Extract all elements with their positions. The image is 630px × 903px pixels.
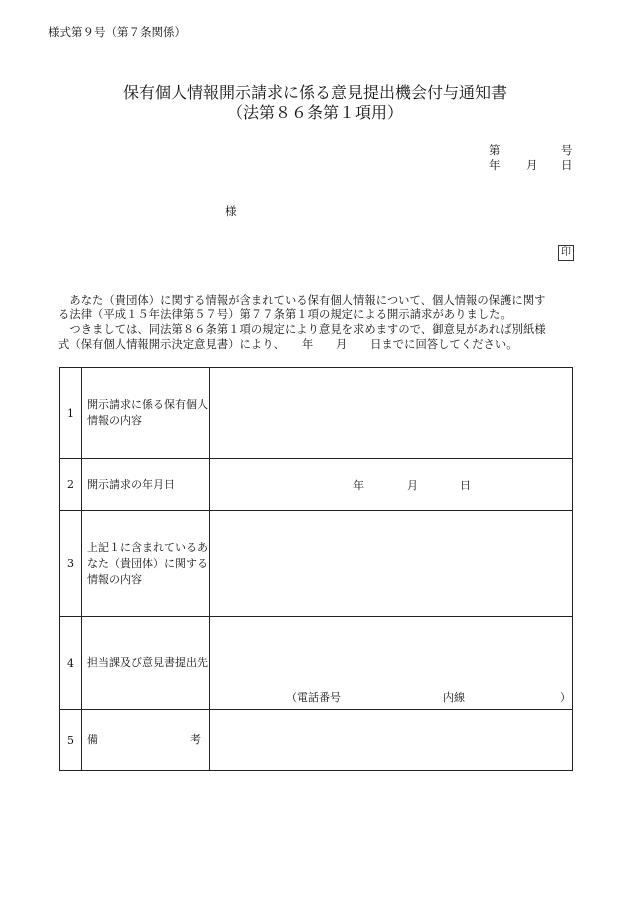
document-subtitle: （法第８６条第１項用）: [226, 103, 403, 122]
doc-number-suffix: 号: [561, 143, 573, 157]
remarks-label-right: 考: [190, 733, 201, 746]
row-number: 1: [60, 368, 82, 459]
body-text-line-4: 式（保有個人情報開示決定意見書）により、 年 月 日までに回答してください。: [58, 338, 518, 351]
doc-number-prefix: 第: [489, 143, 501, 157]
form-number: 様式第９号（第７条関係）: [48, 25, 186, 39]
row-label: 担当課及び意見書提出先: [82, 617, 210, 710]
table-row: [60, 368, 573, 459]
body-text-line-1: あなた（貴団体）に関する情報が含まれている保有個人情報について、個人情報の保護に関す: [58, 294, 546, 307]
row-number: 4: [60, 617, 82, 710]
request-date-day: 日: [460, 478, 471, 492]
date-day-label: 日: [561, 158, 573, 172]
body-text-line-2: る法律（平成１５年法律第５７号）第７７条第１項の規定による開示請求がありました。: [58, 308, 512, 321]
addressee-honorific: 様: [225, 204, 237, 218]
row-number: 2: [60, 459, 82, 511]
request-date-month: 月: [407, 478, 418, 492]
table-row: [60, 710, 573, 771]
row-label: 開示請求に係る保有個人情報の内容: [82, 368, 210, 459]
row-number: 3: [60, 511, 82, 617]
request-date-cell[interactable]: [210, 459, 573, 511]
remarks-label-left: 備: [87, 733, 98, 746]
request-date-year: 年: [353, 478, 364, 492]
remarks-cell[interactable]: [210, 710, 573, 771]
row-value-cell[interactable]: [210, 511, 573, 617]
row-label: 上記１に含まれているあなた（貴団体）に関する情報の内容: [82, 511, 210, 617]
table-row: [60, 459, 573, 511]
row-number: 5: [60, 710, 82, 771]
row-value-cell[interactable]: [210, 368, 573, 459]
row-label: [82, 710, 210, 771]
extension-label: 内線: [443, 691, 465, 704]
seal-icon: 印: [558, 245, 574, 261]
date-year-label: 年: [489, 158, 501, 172]
table-row: [60, 511, 573, 617]
phone-number-label: （電話番号: [286, 691, 341, 704]
body-text-line-3: つきましては、同法第８６条第１項の規定により意見を求めますので、御意見があれば別紙様: [58, 323, 546, 336]
table-row: [60, 617, 573, 710]
date-month-label: 月: [526, 158, 538, 172]
information-table: [59, 367, 573, 771]
phone-close-paren: ）: [560, 691, 571, 704]
contact-cell[interactable]: [210, 617, 573, 710]
row-label: 開示請求の年月日: [82, 459, 210, 511]
document-title: 保有個人情報開示請求に係る意見提出機会付与通知書: [122, 83, 507, 102]
